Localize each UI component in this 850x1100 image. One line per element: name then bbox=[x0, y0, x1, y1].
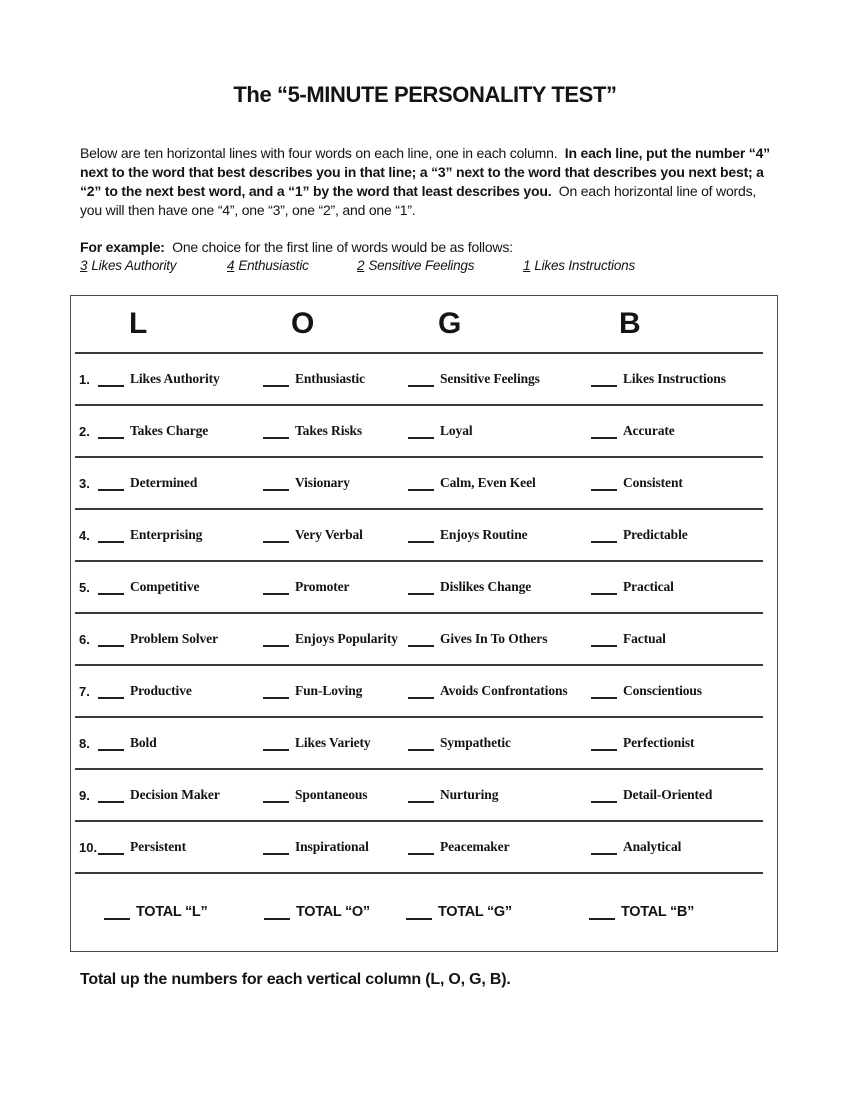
total-cell bbox=[589, 904, 694, 920]
answer-blank[interactable] bbox=[263, 580, 289, 595]
word-cell bbox=[591, 839, 681, 855]
answer-blank[interactable] bbox=[591, 580, 617, 595]
row-number: 5. bbox=[79, 579, 90, 595]
trait-word: Peacemaker bbox=[440, 839, 510, 854]
answer-blank[interactable] bbox=[98, 476, 124, 491]
answer-blank[interactable] bbox=[408, 840, 434, 855]
word-cell bbox=[591, 371, 726, 387]
trait-word: Productive bbox=[130, 683, 192, 698]
row-number: 9. bbox=[79, 787, 90, 803]
trait-word: Avoids Confrontations bbox=[440, 683, 568, 698]
trait-word: Likes Variety bbox=[295, 735, 371, 750]
total-cell bbox=[264, 904, 406, 920]
trait-word: Analytical bbox=[623, 839, 682, 854]
table-row-9 bbox=[75, 768, 763, 820]
word-cell bbox=[98, 423, 263, 439]
word-cell bbox=[98, 527, 263, 543]
table-row-5 bbox=[75, 560, 763, 612]
instructions-part1: Below are ten horizontal lines with four words on each line, one in each column. bbox=[80, 145, 565, 161]
word-cell bbox=[408, 475, 591, 491]
trait-word: Dislikes Change bbox=[440, 579, 532, 594]
answer-blank[interactable] bbox=[263, 736, 289, 751]
trait-word: Likes Authority bbox=[130, 371, 220, 386]
example-choice bbox=[357, 258, 523, 273]
word-cell bbox=[408, 631, 591, 647]
answer-blank[interactable] bbox=[408, 736, 434, 751]
trait-word: Persistent bbox=[130, 839, 186, 854]
row-number: 10. bbox=[79, 839, 98, 855]
answer-blank[interactable] bbox=[263, 528, 289, 543]
answer-blank[interactable] bbox=[408, 580, 434, 595]
row-number: 8. bbox=[79, 735, 90, 751]
example-choice bbox=[227, 258, 357, 273]
answer-blank[interactable] bbox=[591, 528, 617, 543]
trait-word: Accurate bbox=[623, 423, 675, 438]
example-label: For example: bbox=[80, 239, 165, 255]
answer-blank[interactable] bbox=[263, 372, 289, 387]
table-row-10 bbox=[75, 820, 763, 872]
answer-blank[interactable] bbox=[98, 424, 124, 439]
word-cell bbox=[263, 527, 408, 543]
word-cell bbox=[98, 839, 263, 855]
row-number: 6. bbox=[79, 631, 90, 647]
word-cell bbox=[591, 527, 688, 543]
trait-word: Predictable bbox=[623, 527, 688, 542]
example-choice-word: Sensitive Feelings bbox=[368, 258, 475, 273]
answer-blank[interactable] bbox=[263, 840, 289, 855]
trait-word: Enterprising bbox=[130, 527, 203, 542]
word-cell bbox=[591, 475, 683, 491]
word-cell bbox=[591, 631, 666, 647]
example-choice-value: 3 bbox=[80, 258, 88, 273]
trait-word: Takes Risks bbox=[295, 423, 363, 438]
answer-blank[interactable] bbox=[263, 632, 289, 647]
word-cell bbox=[263, 787, 408, 803]
row-number: 7. bbox=[79, 683, 90, 699]
total-cell bbox=[104, 904, 264, 920]
word-cell bbox=[263, 475, 408, 491]
table-header-row bbox=[71, 296, 777, 352]
word-cell bbox=[263, 683, 408, 699]
trait-word: Inspirational bbox=[295, 839, 369, 854]
word-cell bbox=[408, 579, 591, 595]
test-table bbox=[70, 295, 778, 952]
trait-word: Loyal bbox=[440, 423, 473, 438]
word-cell bbox=[98, 787, 263, 803]
instructions-part3: On each horizontal line of words, you will then have one “4”, one “3”, one “2”, and one “1”. bbox=[80, 183, 760, 218]
answer-blank[interactable] bbox=[591, 372, 617, 387]
word-cell bbox=[408, 371, 591, 387]
answer-blank[interactable] bbox=[98, 372, 124, 387]
answer-blank[interactable] bbox=[408, 788, 434, 803]
answer-blank[interactable] bbox=[591, 684, 617, 699]
trait-word: Gives In To Others bbox=[440, 631, 548, 646]
trait-word: Sensitive Feelings bbox=[440, 371, 540, 386]
table-row-8 bbox=[75, 716, 763, 768]
word-cell bbox=[98, 631, 263, 647]
instructions-part2-bold: In each line, put the number “4” next to the word that best describes you in that line; a “3” next to the word that describes you next best; a “2” to the next best word, and a “1” by the word that least describes you. bbox=[80, 145, 774, 199]
answer-blank[interactable] bbox=[98, 632, 124, 647]
total-blank[interactable] bbox=[406, 905, 432, 920]
answer-blank[interactable] bbox=[591, 424, 617, 439]
trait-word: Detail-Oriented bbox=[623, 787, 713, 802]
example-choice-word: Likes Authority bbox=[91, 258, 177, 273]
column-header-O: O bbox=[291, 307, 314, 340]
word-cell bbox=[263, 839, 408, 855]
example-label-line bbox=[80, 239, 774, 255]
answer-blank[interactable] bbox=[98, 528, 124, 543]
table-row-2 bbox=[75, 404, 763, 456]
footer-instruction: Total up the numbers for each vertical column (L, O, G, B). bbox=[80, 971, 511, 988]
trait-word: Problem Solver bbox=[130, 631, 218, 646]
word-cell bbox=[263, 423, 408, 439]
totals-row bbox=[75, 872, 763, 950]
trait-word: Bold bbox=[130, 735, 157, 750]
word-cell bbox=[408, 787, 591, 803]
trait-word: Conscientious bbox=[623, 683, 702, 698]
word-cell bbox=[408, 735, 591, 751]
trait-word: Factual bbox=[623, 631, 666, 646]
word-cell bbox=[98, 371, 263, 387]
word-cell bbox=[591, 423, 675, 439]
answer-blank[interactable] bbox=[591, 632, 617, 647]
word-cell bbox=[408, 527, 591, 543]
answer-blank[interactable] bbox=[98, 684, 124, 699]
trait-word: Takes Charge bbox=[130, 423, 209, 438]
table-row-1 bbox=[75, 352, 763, 404]
table-row-3 bbox=[75, 456, 763, 508]
word-cell bbox=[408, 423, 591, 439]
trait-word: Very Verbal bbox=[295, 527, 363, 542]
trait-word: Promoter bbox=[295, 579, 350, 594]
example-label-rest: One choice for the first line of words would be as follows: bbox=[164, 239, 513, 255]
total-label: TOTAL “G” bbox=[438, 904, 512, 920]
answer-blank[interactable] bbox=[408, 476, 434, 491]
trait-word: Sympathetic bbox=[440, 735, 511, 750]
answer-blank[interactable] bbox=[263, 788, 289, 803]
trait-word: Fun-Loving bbox=[295, 683, 363, 698]
total-label: TOTAL “L” bbox=[136, 904, 208, 920]
answer-blank[interactable] bbox=[98, 580, 124, 595]
trait-word: Decision Maker bbox=[130, 787, 220, 802]
example-choice bbox=[80, 258, 227, 273]
page-title: The “5-MINUTE PERSONALITY TEST” bbox=[233, 82, 617, 107]
total-label: TOTAL “O” bbox=[296, 904, 370, 920]
trait-word: Competitive bbox=[130, 579, 200, 594]
example-choice-value: 4 bbox=[227, 258, 235, 273]
row-number: 1. bbox=[79, 371, 90, 387]
trait-word: Visionary bbox=[295, 475, 350, 490]
word-cell bbox=[98, 735, 263, 751]
total-cell bbox=[406, 904, 589, 920]
example-choice-value: 1 bbox=[523, 258, 531, 273]
answer-blank[interactable] bbox=[408, 528, 434, 543]
trait-word: Calm, Even Keel bbox=[440, 475, 536, 490]
trait-word: Spontaneous bbox=[295, 787, 368, 802]
word-cell bbox=[591, 787, 712, 803]
example-choice-word: Likes Instructions bbox=[534, 258, 636, 273]
column-header-B: B bbox=[619, 307, 641, 340]
answer-blank[interactable] bbox=[591, 476, 617, 491]
row-number: 3. bbox=[79, 475, 90, 491]
example-choices-row bbox=[80, 258, 780, 273]
table-rows bbox=[71, 352, 777, 872]
word-cell bbox=[98, 475, 263, 491]
word-cell bbox=[98, 579, 263, 595]
word-cell bbox=[408, 683, 591, 699]
example-choice-word: Enthusiastic bbox=[238, 258, 309, 273]
table-row-4 bbox=[75, 508, 763, 560]
trait-word: Enjoys Routine bbox=[440, 527, 528, 542]
word-cell bbox=[263, 579, 408, 595]
total-blank[interactable] bbox=[264, 905, 290, 920]
trait-word: Practical bbox=[623, 579, 674, 594]
word-cell bbox=[263, 735, 408, 751]
answer-blank[interactable] bbox=[98, 840, 124, 855]
trait-word: Perfectionist bbox=[623, 735, 695, 750]
word-cell bbox=[98, 683, 263, 699]
column-header-G: G bbox=[438, 307, 461, 340]
word-cell bbox=[263, 631, 408, 647]
answer-blank[interactable] bbox=[98, 736, 124, 751]
instructions-paragraph bbox=[80, 144, 774, 220]
answer-blank[interactable] bbox=[408, 372, 434, 387]
total-label: TOTAL “B” bbox=[621, 904, 695, 920]
trait-word: Likes Instructions bbox=[623, 371, 726, 386]
answer-blank[interactable] bbox=[591, 736, 617, 751]
word-cell bbox=[263, 371, 408, 387]
example-choice bbox=[523, 258, 635, 273]
answer-blank[interactable] bbox=[408, 632, 434, 647]
answer-blank[interactable] bbox=[263, 476, 289, 491]
word-cell bbox=[591, 579, 674, 595]
trait-word: Enjoys Popularity bbox=[295, 631, 398, 646]
example-choice-value: 2 bbox=[357, 258, 365, 273]
trait-word: Determined bbox=[130, 475, 198, 490]
trait-word: Nurturing bbox=[440, 787, 499, 802]
trait-word: Enthusiastic bbox=[295, 371, 366, 386]
total-blank[interactable] bbox=[589, 905, 615, 920]
row-number: 2. bbox=[79, 423, 90, 439]
answer-blank[interactable] bbox=[408, 424, 434, 439]
answer-blank[interactable] bbox=[408, 684, 434, 699]
total-blank[interactable] bbox=[104, 905, 130, 920]
word-cell bbox=[408, 839, 591, 855]
answer-blank[interactable] bbox=[263, 684, 289, 699]
trait-word: Consistent bbox=[623, 475, 683, 490]
answer-blank[interactable] bbox=[98, 788, 124, 803]
word-cell bbox=[591, 735, 694, 751]
answer-blank[interactable] bbox=[263, 424, 289, 439]
table-row-7 bbox=[75, 664, 763, 716]
word-cell bbox=[591, 683, 702, 699]
table-row-6 bbox=[75, 612, 763, 664]
answer-blank[interactable] bbox=[591, 788, 617, 803]
column-header-L: L bbox=[129, 307, 147, 340]
row-number: 4. bbox=[79, 527, 90, 543]
answer-blank[interactable] bbox=[591, 840, 617, 855]
